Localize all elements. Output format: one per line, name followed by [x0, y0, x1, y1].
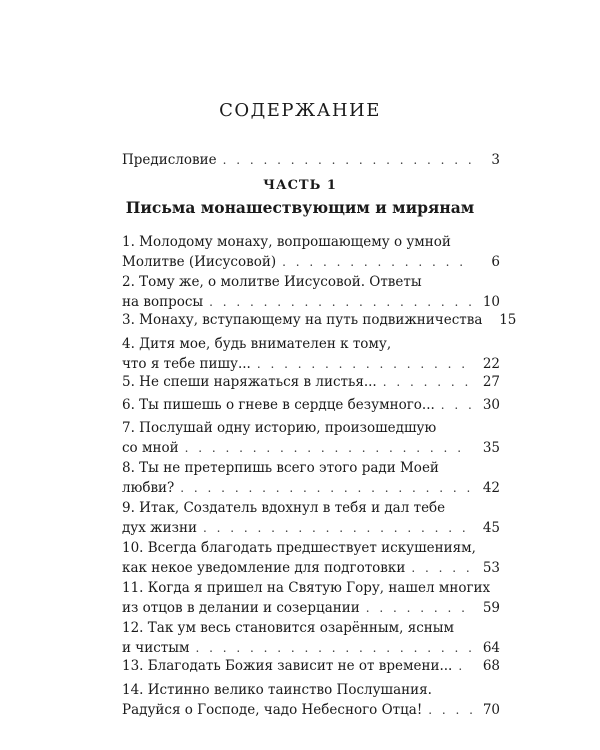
entry-title-line-2: на вопросы — [122, 294, 204, 310]
entry-title-line-1: 10. Всегда благодать предшествует искушениям, — [122, 540, 476, 556]
toc-entry-4[interactable] — [122, 334, 500, 374]
toc-title: СОДЕРЖАНИЕ — [219, 100, 381, 121]
entry-page-number: 6 — [491, 254, 500, 270]
entry-page-number: 42 — [482, 480, 500, 496]
entry-title-line-2: из отцов в делании и созерцании — [122, 600, 360, 616]
entry-title-line-1: 11. Когда я пришел на Святую Гору, нашел многих — [122, 580, 491, 596]
entry-title-line-2: Молитве (Иисусовой) — [122, 254, 277, 270]
toc-entry-14[interactable] — [122, 680, 500, 720]
part-title: Письма монашествующим и мирянам — [125, 198, 475, 217]
dot-leader — [411, 558, 472, 578]
entry-title-line-1: 7. Послушай одну историю, произошедшую — [122, 420, 437, 436]
dot-leader — [441, 395, 472, 415]
dot-leader — [257, 354, 472, 374]
entry-title: 13. Благодать Божия зависит не от времени... — [122, 658, 453, 674]
entry-page-number: 70 — [482, 702, 500, 718]
toc-entry-9[interactable] — [122, 498, 500, 538]
entry-page-number: 59 — [482, 600, 500, 616]
entry-page-number: 30 — [482, 397, 500, 413]
dot-leader — [282, 252, 472, 272]
entry-title: Предисловие — [122, 152, 217, 168]
entry-title-line-2: Радуйся о Господе, чадо Небесного Отца! — [122, 702, 423, 718]
toc-entry-preface[interactable] — [122, 150, 500, 170]
entry-title-line-2: что я тебе пишу... — [122, 356, 251, 372]
entry-page-number: 64 — [482, 640, 500, 656]
entry-title-line-1: 9. Итак, Создатель вдохнул в тебя и дал тебе — [122, 500, 446, 516]
entry-title-line-1: 14. Истинно велико таинство Послушания. — [122, 682, 432, 698]
entry-title-line-2: и чистым — [122, 640, 190, 656]
dot-leader — [458, 656, 472, 676]
entry-title: 3. Монаху, вступающему на путь подвижничества — [122, 312, 483, 328]
entry-page-number: 45 — [482, 520, 500, 536]
entry-page-number: 22 — [482, 356, 500, 372]
entry-title-line-1: 1. Молодому монаху, вопрошающему о умной — [122, 234, 451, 250]
toc-entry-12[interactable] — [122, 618, 500, 658]
entry-page-number: 15 — [499, 312, 517, 328]
entry-page-number: 35 — [482, 440, 500, 456]
toc-entry-10[interactable] — [122, 538, 500, 578]
entry-title-line-2: дух жизни — [122, 520, 197, 536]
entry-page-number: 53 — [482, 560, 500, 576]
toc-entry-1[interactable] — [122, 232, 500, 272]
toc-entry-11[interactable] — [122, 578, 500, 618]
dot-leader — [383, 372, 472, 392]
dot-leader — [366, 598, 472, 618]
entry-title-line-1: 2. Тому же, о молитве Иисусовой. Ответы — [122, 274, 422, 290]
toc-entry-8[interactable] — [122, 458, 500, 498]
dot-leader — [428, 700, 472, 720]
entry-title-line-1: 8. Ты не претерпишь всего этого ради Моей — [122, 460, 439, 476]
toc-entry-3[interactable] — [122, 310, 517, 330]
dot-leader — [185, 438, 472, 458]
toc-entry-13[interactable] — [122, 656, 500, 676]
part-label: ЧАСТЬ 1 — [263, 178, 337, 193]
entry-title-line-1: 4. Дитя мое, будь внимателен к тому, — [122, 336, 392, 352]
dot-leader — [180, 478, 472, 498]
dot-leader — [209, 292, 472, 312]
entry-title: 5. Не спеши наряжаться в листья... — [122, 374, 377, 390]
toc-entry-7[interactable] — [122, 418, 500, 458]
entry-page-number: 27 — [482, 374, 500, 390]
entry-title: 6. Ты пишешь о гневе в сердце безумного... — [122, 397, 435, 413]
entry-title-line-2: любви? — [122, 480, 175, 496]
dot-leader — [203, 518, 472, 538]
entry-title-line-2: как некое уведомление для подготовки — [122, 560, 406, 576]
entry-page-number: 10 — [482, 294, 500, 310]
dot-leader — [196, 638, 473, 658]
toc-entry-5[interactable] — [122, 372, 500, 392]
entry-title-line-1: 12. Так ум весь становится озарённым, ясным — [122, 620, 455, 636]
toc-entry-6[interactable] — [122, 395, 500, 415]
entry-page-number: 3 — [491, 152, 500, 168]
entry-title-line-2: со мной — [122, 440, 179, 456]
toc-entry-2[interactable] — [122, 272, 500, 312]
dot-leader — [223, 150, 472, 170]
entry-page-number: 68 — [482, 658, 500, 674]
